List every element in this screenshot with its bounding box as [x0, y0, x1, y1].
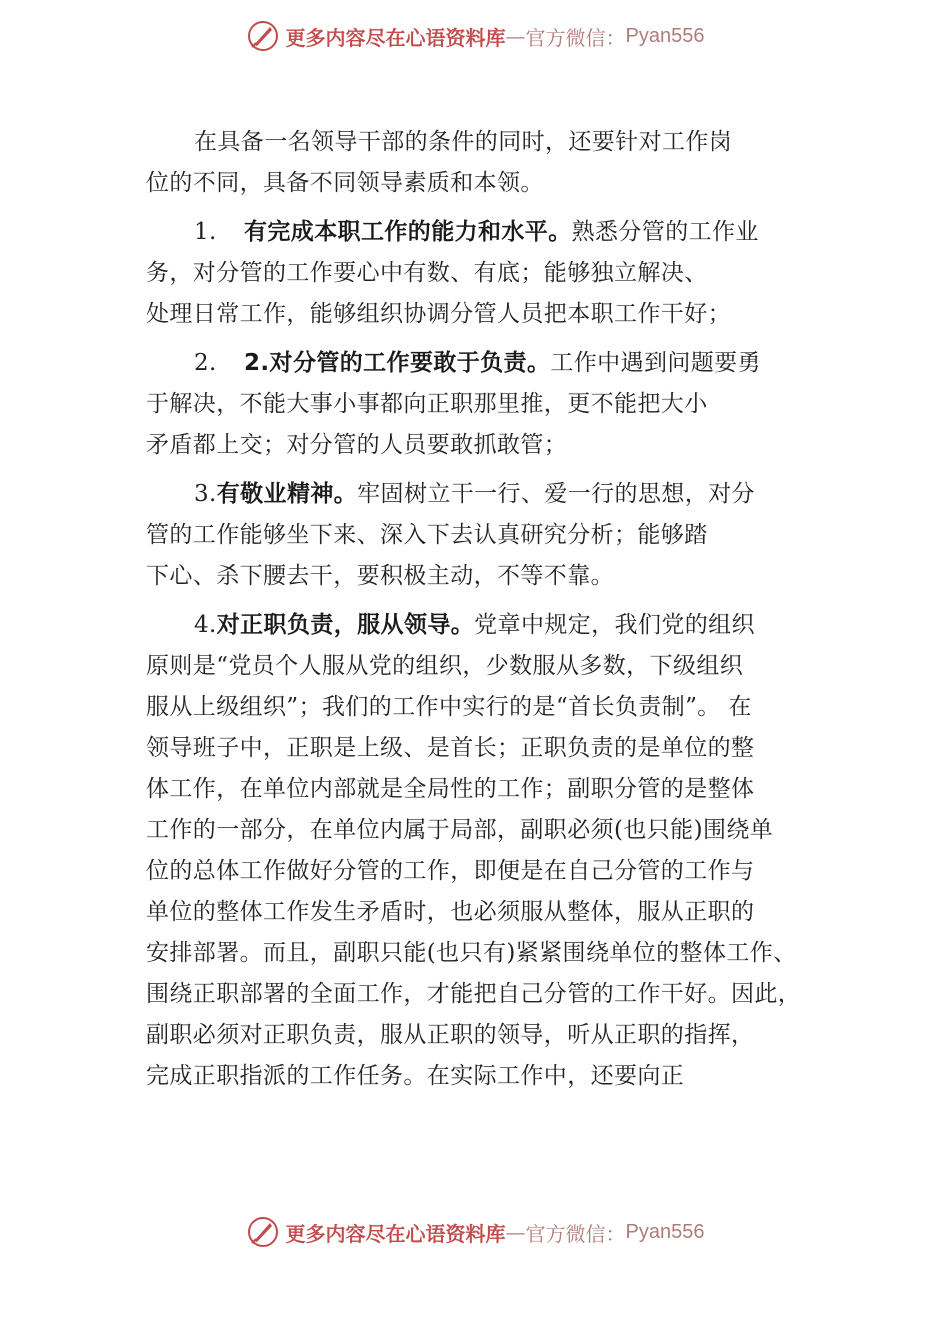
- text-line: 熟悉分管的工作业: [571, 219, 759, 245]
- point-4-heading: 对正职负责，服从领导。: [216, 612, 475, 638]
- text-line: 位的总体工作做好分管的工作，即便是在自己分管的工作与: [146, 858, 755, 884]
- text-line: 领导班子中，正职是上级、是首长；正职负责的是单位的整: [146, 735, 755, 761]
- text-line: 副职必须对正职负责，服从正职的领导，听从正职的指挥，: [146, 1022, 755, 1048]
- header-watermark-banner: [0, 16, 950, 56]
- footer-watermark-banner: [0, 1212, 950, 1252]
- text-line: 原则是“党员个人服从党的组织，少数服从多数，下级组织: [146, 653, 744, 679]
- intro-paragraph: [146, 122, 826, 204]
- text-line: 工作的一部分，在单位内属于局部，副职必须(也只能)围绕单: [146, 817, 774, 843]
- point-4-paragraph: [146, 605, 826, 1097]
- text-line: 务，对分管的工作要心中有数、有底；能够独立解决、: [146, 260, 708, 286]
- document-body: [146, 122, 826, 1105]
- banner-wechat-id: Pyan556: [625, 1220, 705, 1243]
- point-1-number: 1.: [194, 219, 217, 245]
- quill-logo-icon: [246, 19, 280, 53]
- text-line: 单位的整体工作发生矛盾时，也必须服从整体，服从正职的: [146, 899, 755, 925]
- quill-logo-icon: [246, 1215, 280, 1249]
- point-3-heading: 有敬业精神。: [216, 481, 358, 507]
- text-line: 矛盾都上交；对分管的人员要敢抓敢管；: [146, 432, 568, 458]
- text-line: 党章中规定，我们党的组织: [474, 612, 755, 638]
- banner-dash: —: [505, 24, 526, 48]
- banner-wechat-id: Pyan556: [625, 24, 705, 47]
- point-3-number: 3.: [194, 481, 217, 507]
- banner-wechat-label: 官方微信：: [525, 25, 626, 50]
- text-line: 工作中遇到问题要勇: [550, 350, 761, 376]
- point-4-first-line: [146, 605, 826, 646]
- banner-wechat-label: 官方微信：: [525, 1221, 626, 1246]
- text-line: 管的工作能够坐下来、深入下去认真研究分析；能够踏: [146, 522, 708, 548]
- text-line: 服从上级组织”；我们的工作中实行的是“首长负责制”。 在: [146, 694, 752, 720]
- point-4-number: 4.: [194, 612, 217, 638]
- banner-dash: —: [505, 1220, 526, 1244]
- point-1-first-line: [146, 212, 826, 253]
- point-1-heading: 有完成本职工作的能力和水平。: [244, 219, 572, 245]
- text-line: 处理日常工作，能够组织协调分管人员把本职工作干好；: [146, 301, 731, 327]
- text-line: 安排部署。而且，副职只能(也只有)紧紧围绕单位的整体工作、: [146, 940, 797, 966]
- text-line: 体工作，在单位内部就是全局性的工作；副职分管的是整体: [146, 776, 755, 802]
- point-3-paragraph: [146, 474, 826, 597]
- banner-brand: 更多内容尽在心语资料库: [285, 25, 506, 50]
- text-line: 在具备一名领导干部的条件的同时，还要针对工作岗: [194, 129, 733, 155]
- point-3-first-line: [146, 474, 826, 515]
- point-2-paragraph: [146, 343, 826, 466]
- banner-brand: 更多内容尽在心语资料库: [285, 1221, 506, 1246]
- text-line: 位的不同，具备不同领导素质和本领。: [146, 170, 544, 196]
- point-1-paragraph: [146, 212, 826, 335]
- point-2-heading: 2.对分管的工作要敢于负责。: [244, 350, 551, 376]
- point-2-first-line: [146, 343, 826, 384]
- text-line: 完成正职指派的工作任务。在实际工作中，还要向正: [146, 1063, 685, 1089]
- text-line: 于解决，不能大事小事都向正职那里推，更不能把大小: [146, 391, 708, 417]
- text-line: 围绕正职部署的全面工作，才能把自己分管的工作干好。因此，: [146, 981, 802, 1007]
- point-2-number: 2.: [194, 350, 217, 376]
- text-line: 下心、杀下腰去干，要积极主动，不等不靠。: [146, 563, 614, 589]
- text-line: 牢固树立干一行、爱一行的思想，对分: [357, 481, 755, 507]
